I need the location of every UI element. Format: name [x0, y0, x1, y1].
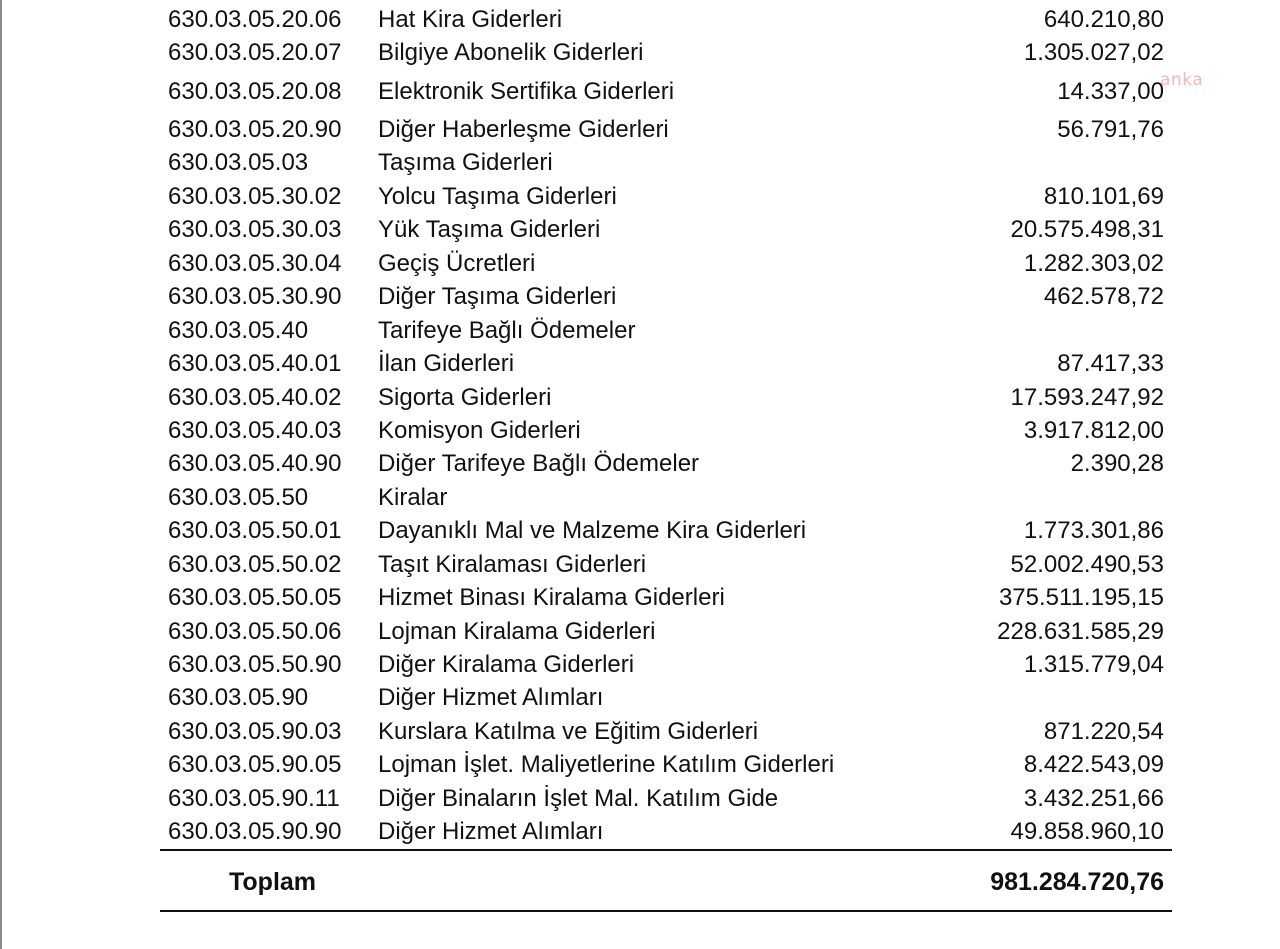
table-row-group-header — [0, 481, 1280, 514]
account-description: Tarifeye Bağlı Ödemeler — [378, 317, 636, 344]
account-code: 630.03.05.50.90 — [168, 651, 342, 678]
account-description: Diğer Binaların İşlet Mal. Katılım Gide — [378, 785, 779, 812]
table-row — [0, 648, 1280, 681]
amount-value: 228.631.585,29 — [997, 618, 1164, 645]
account-description: Yük Taşıma Giderleri — [378, 216, 601, 243]
account-description: Diğer Taşıma Giderleri — [378, 283, 617, 310]
account-description: Diğer Haberleşme Giderleri — [378, 116, 669, 143]
amount-value: 52.002.490,53 — [1010, 551, 1164, 578]
account-description: Dayanıklı Mal ve Malzeme Kira Giderleri — [378, 517, 807, 544]
account-code: 630.03.05.50.01 — [168, 517, 342, 544]
amount-value: 56.791,76 — [1057, 116, 1164, 143]
amount-value: 20.575.498,31 — [1010, 216, 1164, 243]
amount-value: 8.422.543,09 — [1023, 751, 1164, 778]
account-description: Elektronik Sertifika Giderleri — [378, 78, 675, 105]
amount-value: 1.773.301,86 — [1023, 517, 1164, 544]
table-row — [0, 514, 1280, 547]
table-row — [0, 247, 1280, 280]
account-description: İlan Giderleri — [378, 350, 515, 377]
table-row — [0, 782, 1280, 815]
account-code: 630.03.05.90.05 — [168, 751, 342, 778]
amount-value: 1.315.779,04 — [1023, 651, 1164, 678]
amount-value: 1.305.027,02 — [1023, 39, 1164, 66]
account-code: 630.03.05.50.06 — [168, 618, 342, 645]
account-description: Kurslara Katılma ve Eğitim Giderleri — [378, 718, 759, 745]
amount-value: 375.511.195,15 — [998, 584, 1164, 611]
table-row — [0, 581, 1280, 614]
account-code: 630.03.05.30.03 — [168, 216, 342, 243]
amount-value: 14.337,00 — [1057, 78, 1164, 105]
amount-value: 87.417,33 — [1057, 350, 1164, 377]
account-code: 630.03.05.40 — [168, 317, 309, 344]
account-description: Lojman Kiralama Giderleri — [378, 618, 656, 645]
account-description: Taşıma Giderleri — [378, 149, 553, 176]
account-description: Sigorta Giderleri — [378, 384, 552, 411]
amount-value: 810.101,69 — [1043, 183, 1164, 210]
account-description: Lojman İşlet. Maliyetlerine Katılım Giderleri — [378, 751, 835, 778]
table-row-group-header — [0, 681, 1280, 714]
amount-value: 2.390,28 — [1070, 450, 1164, 477]
table-row — [0, 414, 1280, 447]
total-label: Toplam — [229, 868, 317, 896]
amount-value: 3.432.251,66 — [1023, 785, 1164, 812]
table-row — [0, 36, 1280, 69]
total-row — [0, 864, 1280, 900]
account-code: 630.03.05.20.08 — [168, 78, 342, 105]
table-row — [0, 213, 1280, 246]
table-row — [0, 180, 1280, 213]
amount-value: 871.220,54 — [1043, 718, 1164, 745]
table-row — [0, 748, 1280, 781]
account-code: 630.03.05.50 — [168, 484, 309, 511]
amount-value: 49.858.960,10 — [1010, 818, 1164, 845]
account-code: 630.03.05.20.07 — [168, 39, 342, 66]
table-row — [0, 447, 1280, 480]
table-row — [0, 548, 1280, 581]
account-code: 630.03.05.20.06 — [168, 6, 342, 33]
account-description: Taşıt Kiralaması Giderleri — [378, 551, 647, 578]
table-row — [0, 280, 1280, 313]
account-description: Hat Kira Giderleri — [378, 6, 563, 33]
amount-value: 462.578,72 — [1043, 283, 1164, 310]
total-amount: 981.284.720,76 — [990, 868, 1164, 896]
account-code: 630.03.05.90.11 — [168, 785, 340, 812]
account-description: Diğer Kiralama Giderleri — [378, 651, 635, 678]
account-code: 630.03.05.40.01 — [168, 350, 342, 377]
table-row — [0, 381, 1280, 414]
table-row — [0, 347, 1280, 380]
account-description: Diğer Tarifeye Bağlı Ödemeler — [378, 450, 700, 477]
table-row-group-header — [0, 146, 1280, 179]
account-code: 630.03.05.30.04 — [168, 250, 342, 277]
account-description: Yolcu Taşıma Giderleri — [378, 183, 617, 210]
account-code: 630.03.05.90 — [168, 684, 309, 711]
account-code: 630.03.05.03 — [168, 149, 309, 176]
amount-value: 640.210,80 — [1043, 6, 1164, 33]
account-code: 630.03.05.40.90 — [168, 450, 342, 477]
account-description: Hizmet Binası Kiralama Giderleri — [378, 584, 725, 611]
table-row — [0, 715, 1280, 748]
account-code: 630.03.05.40.02 — [168, 384, 342, 411]
amount-value: 3.917.812,00 — [1023, 417, 1164, 444]
account-description: Diğer Hizmet Alımları — [378, 684, 604, 711]
watermark-logo: anka — [1160, 70, 1204, 90]
amount-value: 17.593.247,92 — [1010, 384, 1164, 411]
account-description: Komisyon Giderleri — [378, 417, 581, 444]
amount-value: 1.282.303,02 — [1023, 250, 1164, 277]
account-description: Diğer Hizmet Alımları — [378, 818, 604, 845]
table-row — [0, 3, 1280, 36]
account-code: 630.03.05.40.03 — [168, 417, 342, 444]
account-code: 630.03.05.50.02 — [168, 551, 342, 578]
account-description: Bilgiye Abonelik Giderleri — [378, 39, 644, 66]
total-bottom-rule — [160, 910, 1172, 912]
table-row — [0, 815, 1280, 848]
table-row — [0, 113, 1280, 146]
account-description: Geçiş Ücretleri — [378, 250, 536, 277]
total-top-rule — [160, 849, 1172, 851]
table-row-group-header — [0, 314, 1280, 347]
account-code: 630.03.05.20.90 — [168, 116, 342, 143]
account-code: 630.03.05.90.03 — [168, 718, 342, 745]
account-code: 630.03.05.90.90 — [168, 818, 342, 845]
account-code: 630.03.05.30.90 — [168, 283, 342, 310]
table-row — [0, 615, 1280, 648]
account-code: 630.03.05.30.02 — [168, 183, 342, 210]
account-code: 630.03.05.50.05 — [168, 584, 342, 611]
account-description: Kiralar — [378, 484, 448, 511]
table-row — [0, 75, 1280, 108]
